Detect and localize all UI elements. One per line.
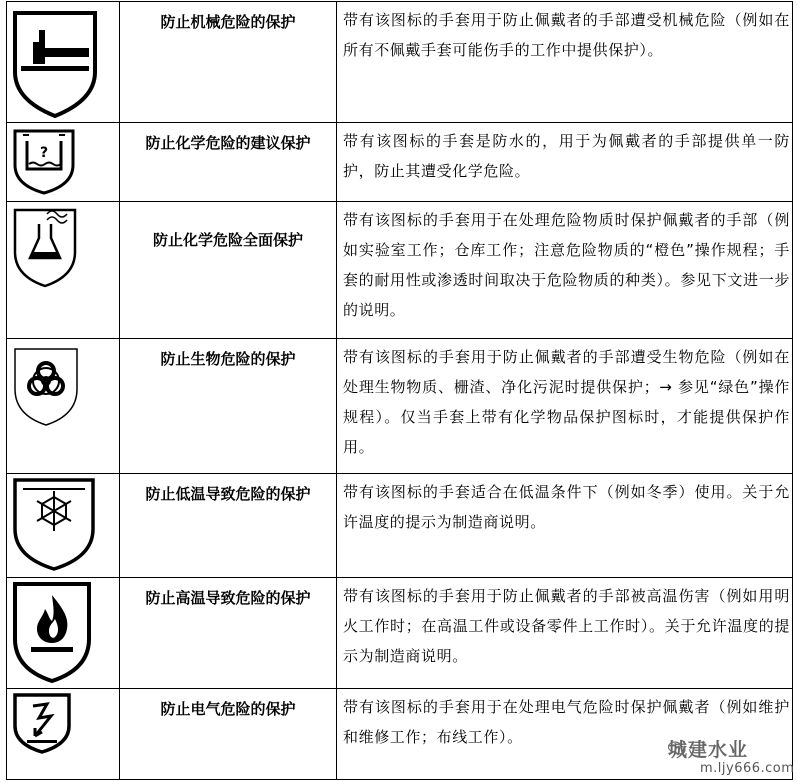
row-description: 带有该图标的手套用于防止佩戴者的手部遭受机械危险（例如在所有不佩戴手套可能伤手的工作中提供保护）。 — [337, 2, 793, 123]
table-row — [7, 2, 793, 123]
row-title: 防止生物危险的保护 — [120, 339, 337, 474]
watermark-name: 城建水业 — [668, 739, 749, 761]
row-description: 带有该图标的手套用于防止佩戴者的手部遭受生物危险（例如在处理生物物质、栅渣、净化污泥时提供保护；→ 参见“绿色”操作规程）。仅当手套上带有化学物品保护图标时，才能提供保护作用。 — [337, 339, 793, 474]
mechanical-hazard-icon — [13, 10, 113, 120]
row-description: 带有该图标的手套用于防止佩戴者的手部被高温伤害（例如用明火工作时；在高温工件或设备零件上工作时）。关于允许温度的提示为制造商说明。 — [337, 578, 793, 689]
electrical-hazard-icon — [13, 692, 75, 754]
protection-table — [6, 1, 793, 780]
table-row — [7, 202, 793, 339]
watermark-url: m.ljy666.com — [700, 761, 795, 776]
table-row — [7, 578, 793, 689]
row-description: 带有该图标的手套是防水的，用于为佩戴者的手部提供单一防护，防止其遭受化学危险。 — [337, 123, 793, 202]
table-row — [7, 474, 793, 578]
heat-flame-icon — [13, 581, 93, 685]
cold-hazard-icon — [13, 477, 97, 571]
row-title: 防止电气危险的保护 — [120, 689, 337, 780]
table-row — [7, 123, 793, 202]
row-title: 防止低温导致危险的保护 — [120, 474, 337, 578]
row-description: 带有该图标的手套用于在处理危险物质时保护佩戴者的手部（例如实验室工作；仓库工作；注意危险物质的“橙色”操作规程；手套的耐用性或渗透时间取决于危险物质的种类）。参见下文进一步的说明。 — [337, 202, 793, 339]
table-row — [7, 339, 793, 474]
svg-text:?: ? — [39, 145, 49, 161]
chemical-waterproof-icon — [13, 127, 77, 195]
table-row — [7, 689, 793, 780]
row-title: 防止高温导致危险的保护 — [120, 578, 337, 689]
biohazard-icon — [13, 345, 81, 429]
row-description: 带有该图标的手套用于在处理电气危险时保护佩戴者（例如维护和维修工作；布线工作）。 — [337, 689, 793, 780]
chemical-full-protection-icon — [13, 206, 79, 290]
row-title: 防止化学危险的建议保护 — [120, 123, 337, 202]
row-description: 带有该图标的手套适合在低温条件下（例如冬季）使用。关于允许温度的提示为制造商说明。 — [337, 474, 793, 578]
row-title: 防止化学危险全面保护 — [120, 202, 337, 339]
row-title: 防止机械危险的保护 — [120, 2, 337, 123]
